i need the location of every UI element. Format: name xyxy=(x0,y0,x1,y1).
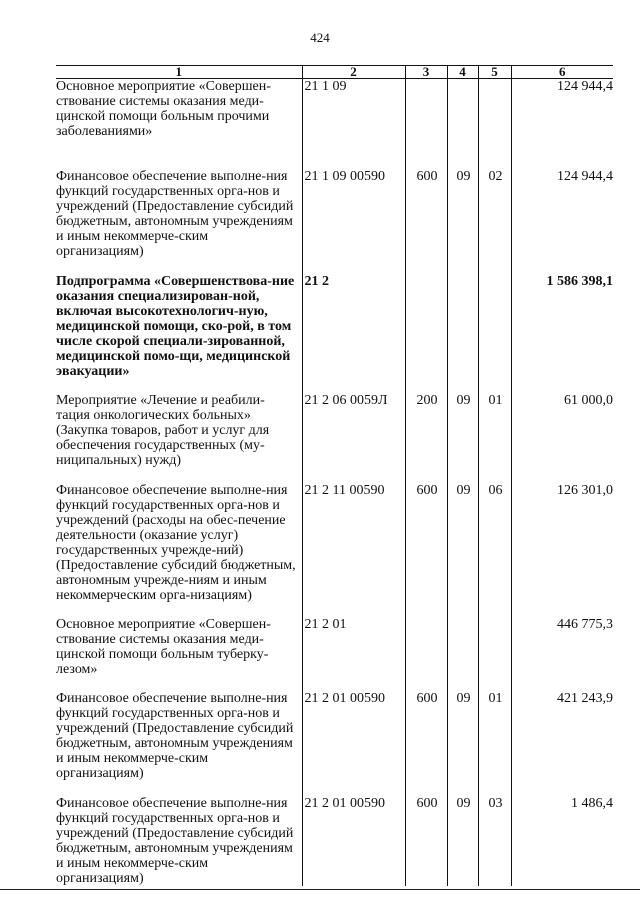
table-row xyxy=(56,393,613,483)
row-code-cell: 21 2 01 xyxy=(302,617,405,691)
table-row xyxy=(56,617,613,691)
row-rz-cell: 09 xyxy=(447,796,478,886)
row-rz-cell: 09 xyxy=(447,393,478,483)
header-cell-1: 1 xyxy=(56,66,302,79)
table-row xyxy=(56,483,613,617)
row-name-cell: Финансовое обеспечение выполне-ния функций государственных орга-нов и учреждений (Предоставление субсидий бюджетным, автономным учреждениям и иным некоммерче-ским организациям) xyxy=(56,691,294,781)
row-vr-cell xyxy=(405,79,447,170)
row-pr-cell: 03 xyxy=(478,796,511,886)
row-pr-cell xyxy=(478,274,511,393)
row-name-cell: Финансовое обеспечение выполне-ния функций государственных орга-нов и учреждений (расходы на обес-печение деятельности (оказание услуг) государственных учрежде-ний) (Предоставление субсидий бюджетным, автономным учрежде-ниям и иным некоммерческим орга-низациям) xyxy=(56,483,296,603)
row-amount-cell: 446 775,3 xyxy=(511,617,613,691)
header-cell-5: 5 xyxy=(478,66,511,79)
row-vr-cell xyxy=(405,617,447,691)
row-name-cell: Финансовое обеспечение выполне-ния функций государственных орга-нов и учреждений (Предоставление субсидий бюджетным, автономным учреждениям и иным некоммерче-ским организациям) xyxy=(56,796,294,886)
row-code-cell: 21 2 11 00590 xyxy=(302,483,405,617)
row-vr-cell: 600 xyxy=(405,169,447,274)
header-cell-4: 4 xyxy=(447,66,478,79)
row-pr-cell: 02 xyxy=(478,169,511,274)
row-name-cell: Мероприятие «Лечение и реабили-тация онкологических больных» (Закупка товаров, работ и услуг для обеспечения государственных (му-ниципальных) нужд) xyxy=(56,393,270,468)
table-row xyxy=(56,691,613,796)
page-bottom-line xyxy=(0,889,640,890)
row-code-cell: 21 2 01 00590 xyxy=(302,796,405,886)
header-cell-2: 2 xyxy=(302,66,405,79)
row-code-cell: 21 2 01 00590 xyxy=(302,691,405,796)
table-row xyxy=(56,169,613,274)
page-number: 424 xyxy=(310,30,330,45)
row-name-cell: Финансовое обеспечение выполне-ния функций государственных орга-нов и учреждений (Предоставление субсидий бюджетным, автономным учреждениям и иным некоммерче-ским организациям) xyxy=(56,169,294,259)
row-amount-cell: 421 243,9 xyxy=(511,691,613,796)
row-code-cell: 21 1 09 00590 xyxy=(302,169,405,274)
row-amount-cell: 124 944,4 xyxy=(511,79,613,170)
row-rz-cell: 09 xyxy=(447,691,478,796)
table-row xyxy=(56,79,613,170)
row-rz-cell xyxy=(447,274,478,393)
row-pr-cell: 01 xyxy=(478,393,511,483)
row-vr-cell xyxy=(405,274,447,393)
row-rz-cell: 09 xyxy=(447,169,478,274)
row-rz-cell: 09 xyxy=(447,483,478,617)
header-row xyxy=(56,66,613,79)
row-amount-cell: 126 301,0 xyxy=(511,483,613,617)
table-row xyxy=(56,796,613,886)
table-row xyxy=(56,274,613,393)
row-name-cell: Подпрограмма «Совершенствова-ние оказания специализирован-ной, включая высокотехнологич-ную, медицинской помощи, ско-рой, в том числе скорой специали-зированной, медицинской помо-щи, медицинской эвакуации» xyxy=(56,274,295,379)
row-pr-cell xyxy=(478,79,511,170)
row-amount-cell: 1 586 398,1 xyxy=(511,274,613,393)
budget-table xyxy=(56,65,613,886)
row-rz-cell xyxy=(447,79,478,170)
row-vr-cell: 200 xyxy=(405,393,447,483)
row-vr-cell: 600 xyxy=(405,691,447,796)
header-cell-3: 3 xyxy=(405,66,447,79)
row-pr-cell: 06 xyxy=(478,483,511,617)
row-vr-cell: 600 xyxy=(405,796,447,886)
row-rz-cell xyxy=(447,617,478,691)
row-amount-cell: 124 944,4 xyxy=(511,169,613,274)
row-code-cell: 21 2 06 0059Л xyxy=(302,393,405,483)
header-cell-6: 6 xyxy=(511,66,613,79)
row-name-cell: Основное мероприятие «Совершен-ствование системы оказания меди-цинской помощи больным туберку-лезом» xyxy=(56,617,271,677)
row-vr-cell: 600 xyxy=(405,483,447,617)
row-code-cell: 21 1 09 xyxy=(302,79,405,170)
row-amount-cell: 61 000,0 xyxy=(511,393,613,483)
row-pr-cell: 01 xyxy=(478,691,511,796)
row-amount-cell: 1 486,4 xyxy=(511,796,613,886)
row-code-cell: 21 2 xyxy=(302,274,405,393)
row-name-cell: Основное мероприятие «Совершен-ствование системы оказания меди-цинской помощи больным прочими заболеваниями» xyxy=(56,79,271,139)
row-pr-cell xyxy=(478,617,511,691)
